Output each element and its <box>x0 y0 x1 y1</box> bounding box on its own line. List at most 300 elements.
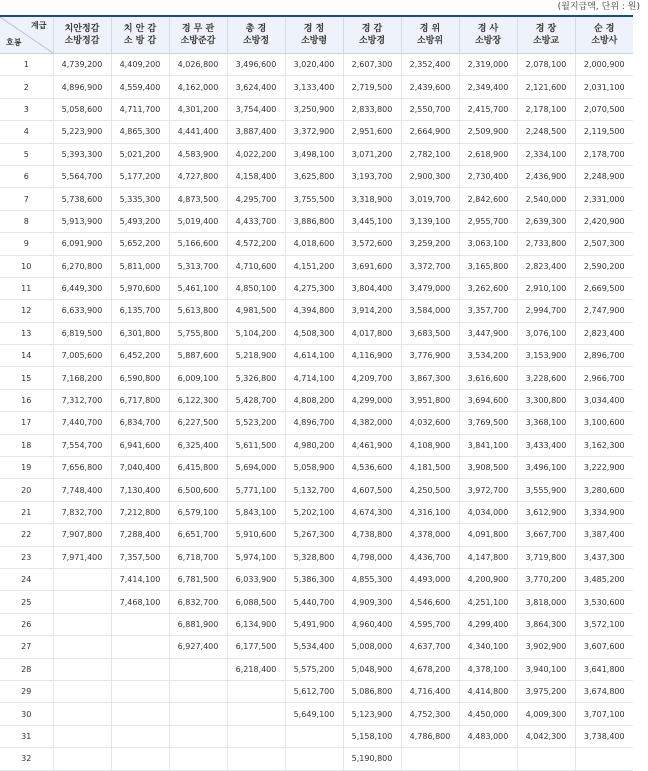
salary-cell: 4,394,800 <box>285 300 343 322</box>
salary-cell: 6,927,400 <box>169 636 227 658</box>
salary-cell: 4,034,000 <box>459 501 517 523</box>
table-row <box>0 568 633 590</box>
salary-cell: 4,896,900 <box>53 76 111 98</box>
salary-cell: 6,270,800 <box>53 255 111 277</box>
salary-cell <box>169 725 227 747</box>
salary-cell <box>401 748 459 770</box>
step-cell: 8 <box>0 210 53 232</box>
salary-cell: 3,776,900 <box>401 345 459 367</box>
step-cell: 19 <box>0 457 53 479</box>
step-cell: 11 <box>0 277 53 299</box>
salary-cell: 5,694,000 <box>227 457 285 479</box>
step-cell: 2 <box>0 76 53 98</box>
salary-cell: 4,909,300 <box>343 591 401 613</box>
salary-cell: 4,316,100 <box>401 501 459 523</box>
step-cell: 31 <box>0 725 53 747</box>
salary-cell: 2,639,300 <box>517 210 575 232</box>
salary-cell: 7,005,600 <box>53 345 111 367</box>
salary-cell: 5,649,100 <box>285 703 343 725</box>
salary-cell: 3,769,500 <box>459 412 517 434</box>
salary-cell: 4,980,200 <box>285 434 343 456</box>
salary-cell: 4,275,300 <box>285 277 343 299</box>
salary-cell: 7,554,700 <box>53 434 111 456</box>
salary-cell <box>169 748 227 770</box>
salary-cell: 6,033,900 <box>227 568 285 590</box>
salary-cell: 3,485,200 <box>575 568 633 590</box>
table-row <box>0 524 633 546</box>
salary-cell: 2,994,700 <box>517 300 575 322</box>
salary-cell: 2,420,900 <box>575 210 633 232</box>
salary-cell: 5,202,100 <box>285 501 343 523</box>
salary-cell: 3,738,400 <box>575 725 633 747</box>
step-cell: 13 <box>0 322 53 344</box>
salary-cell: 2,730,400 <box>459 165 517 187</box>
salary-cell: 3,387,400 <box>575 524 633 546</box>
salary-cell: 5,575,200 <box>285 658 343 680</box>
step-cell: 30 <box>0 703 53 725</box>
salary-cell: 4,483,000 <box>459 725 517 747</box>
table-row <box>0 165 633 187</box>
column-header: 치안정감 소방정감 <box>53 16 111 54</box>
table-row <box>0 613 633 635</box>
salary-cell: 2,439,600 <box>401 76 459 98</box>
step-cell: 9 <box>0 233 53 255</box>
salary-cell: 2,823,400 <box>517 255 575 277</box>
salary-cell: 2,119,500 <box>575 121 633 143</box>
step-cell: 18 <box>0 434 53 456</box>
salary-cell: 2,823,400 <box>575 322 633 344</box>
salary-cell: 3,804,400 <box>343 277 401 299</box>
salary-cell: 5,428,700 <box>227 389 285 411</box>
salary-cell: 4,250,500 <box>401 479 459 501</box>
salary-cell: 3,153,900 <box>517 345 575 367</box>
salary-cell: 4,251,100 <box>459 591 517 613</box>
step-cell: 12 <box>0 300 53 322</box>
salary-cell: 5,086,800 <box>343 680 401 702</box>
salary-cell: 2,248,500 <box>517 121 575 143</box>
salary-cell: 2,550,700 <box>401 98 459 120</box>
salary-cell: 4,022,200 <box>227 143 285 165</box>
salary-cell <box>227 680 285 702</box>
salary-cell: 6,579,100 <box>169 501 227 523</box>
salary-cell: 4,583,900 <box>169 143 227 165</box>
salary-cell: 4,508,300 <box>285 322 343 344</box>
salary-cell: 5,021,200 <box>111 143 169 165</box>
salary-cell: 3,914,200 <box>343 300 401 322</box>
salary-cell <box>285 748 343 770</box>
salary-cell: 5,611,500 <box>227 434 285 456</box>
salary-cell: 3,691,600 <box>343 255 401 277</box>
table-row <box>0 345 633 367</box>
column-header: 경 무 관 소방준감 <box>169 16 227 54</box>
column-header: 경 사 소방장 <box>459 16 517 54</box>
salary-cell: 5,440,700 <box>285 591 343 613</box>
salary-cell: 4,572,200 <box>227 233 285 255</box>
table-row <box>0 479 633 501</box>
salary-cell <box>53 703 111 725</box>
salary-cell: 5,123,900 <box>343 703 401 725</box>
salary-cell: 4,295,700 <box>227 188 285 210</box>
salary-cell <box>575 748 633 770</box>
salary-cell: 4,786,800 <box>401 725 459 747</box>
salary-cell: 6,325,400 <box>169 434 227 456</box>
salary-cell: 4,091,800 <box>459 524 517 546</box>
salary-cell: 5,811,000 <box>111 255 169 277</box>
salary-cell: 6,834,700 <box>111 412 169 434</box>
salary-cell: 6,009,100 <box>169 367 227 389</box>
salary-cell: 3,063,100 <box>459 233 517 255</box>
table-row <box>0 412 633 434</box>
salary-cell: 5,218,900 <box>227 345 285 367</box>
salary-cell <box>111 636 169 658</box>
salary-cell: 3,496,100 <box>517 457 575 479</box>
table-row <box>0 277 633 299</box>
step-cell: 28 <box>0 658 53 680</box>
salary-cell: 3,222,900 <box>575 457 633 479</box>
step-cell: 21 <box>0 501 53 523</box>
salary-cell: 3,940,100 <box>517 658 575 680</box>
salary-cell: 3,902,900 <box>517 636 575 658</box>
salary-cell: 3,683,500 <box>401 322 459 344</box>
salary-cell: 3,259,200 <box>401 233 459 255</box>
salary-cell: 5,104,200 <box>227 322 285 344</box>
salary-cell: 3,100,600 <box>575 412 633 434</box>
salary-cell: 5,058,600 <box>53 98 111 120</box>
salary-cell: 3,372,700 <box>401 255 459 277</box>
salary-cell: 3,887,400 <box>227 121 285 143</box>
salary-cell: 3,818,000 <box>517 591 575 613</box>
salary-cell: 5,132,700 <box>285 479 343 501</box>
step-cell: 29 <box>0 680 53 702</box>
salary-cell <box>227 725 285 747</box>
table-row <box>0 389 633 411</box>
salary-cell: 3,534,200 <box>459 345 517 367</box>
salary-cell: 5,326,800 <box>227 367 285 389</box>
salary-cell: 3,228,600 <box>517 367 575 389</box>
salary-cell: 3,300,800 <box>517 389 575 411</box>
salary-cell: 3,707,100 <box>575 703 633 725</box>
salary-cell: 3,437,300 <box>575 546 633 568</box>
salary-cell: 4,299,400 <box>459 613 517 635</box>
salary-cell: 2,507,300 <box>575 233 633 255</box>
salary-cell <box>169 680 227 702</box>
salary-cell: 5,970,600 <box>111 277 169 299</box>
salary-cell: 4,559,400 <box>111 76 169 98</box>
salary-cell: 2,896,700 <box>575 345 633 367</box>
salary-cell: 5,771,100 <box>227 479 285 501</box>
salary-cell: 2,334,100 <box>517 143 575 165</box>
salary-cell: 2,590,200 <box>575 255 633 277</box>
salary-cell: 2,782,100 <box>401 143 459 165</box>
salary-cell: 2,509,900 <box>459 121 517 143</box>
salary-cell <box>285 725 343 747</box>
salary-cell: 4,873,500 <box>169 188 227 210</box>
salary-cell: 3,280,600 <box>575 479 633 501</box>
salary-cell: 3,719,800 <box>517 546 575 568</box>
salary-cell: 3,975,200 <box>517 680 575 702</box>
salary-cell: 3,496,600 <box>227 54 285 76</box>
salary-cell: 4,727,800 <box>169 165 227 187</box>
salary-cell: 4,340,100 <box>459 636 517 658</box>
salary-cell: 4,017,800 <box>343 322 401 344</box>
salary-cell: 2,121,600 <box>517 76 575 98</box>
salary-cell: 5,564,700 <box>53 165 111 187</box>
salary-cell: 6,449,300 <box>53 277 111 299</box>
step-cell: 20 <box>0 479 53 501</box>
salary-cell: 7,468,100 <box>111 591 169 613</box>
salary-cell: 2,070,500 <box>575 98 633 120</box>
salary-cell: 4,450,000 <box>459 703 517 725</box>
salary-cell: 7,748,400 <box>53 479 111 501</box>
salary-cell: 5,019,400 <box>169 210 227 232</box>
salary-cell: 6,301,800 <box>111 322 169 344</box>
column-header: 총 경 소방정 <box>227 16 285 54</box>
table-row <box>0 501 633 523</box>
salary-cell: 3,572,600 <box>343 233 401 255</box>
salary-cell: 4,181,500 <box>401 457 459 479</box>
salary-cell: 6,452,200 <box>111 345 169 367</box>
salary-cell: 7,357,500 <box>111 546 169 568</box>
salary-cell: 3,445,100 <box>343 210 401 232</box>
salary-cell: 5,974,100 <box>227 546 285 568</box>
table-row <box>0 367 633 389</box>
salary-cell: 6,633,900 <box>53 300 111 322</box>
salary-cell: 2,540,000 <box>517 188 575 210</box>
salary-cell: 3,674,800 <box>575 680 633 702</box>
salary-cell: 5,048,900 <box>343 658 401 680</box>
step-cell: 16 <box>0 389 53 411</box>
salary-cell: 3,318,900 <box>343 188 401 210</box>
salary-cell: 6,122,300 <box>169 389 227 411</box>
salary-cell: 5,177,200 <box>111 165 169 187</box>
salary-cell: 5,190,800 <box>343 748 401 770</box>
salary-cell: 4,200,900 <box>459 568 517 590</box>
salary-cell: 5,008,000 <box>343 636 401 658</box>
salary-cell: 7,288,400 <box>111 524 169 546</box>
table-row <box>0 322 633 344</box>
salary-cell: 4,436,700 <box>401 546 459 568</box>
salary-cell: 4,032,600 <box>401 412 459 434</box>
salary-cell: 4,493,000 <box>401 568 459 590</box>
salary-cell: 3,555,900 <box>517 479 575 501</box>
table-row <box>0 748 633 770</box>
salary-cell: 2,910,100 <box>517 277 575 299</box>
salary-cell: 3,019,700 <box>401 188 459 210</box>
salary-cell: 5,267,300 <box>285 524 343 546</box>
salary-cell: 4,414,800 <box>459 680 517 702</box>
salary-cell: 3,368,100 <box>517 412 575 434</box>
salary-cell: 6,590,800 <box>111 367 169 389</box>
salary-cell: 4,607,500 <box>343 479 401 501</box>
salary-cell: 6,881,900 <box>169 613 227 635</box>
salary-cell: 5,166,600 <box>169 233 227 255</box>
salary-cell: 7,312,700 <box>53 389 111 411</box>
salary-cell: 4,738,800 <box>343 524 401 546</box>
salary-cell: 3,020,400 <box>285 54 343 76</box>
salary-cell: 4,162,000 <box>169 76 227 98</box>
salary-cell: 3,607,600 <box>575 636 633 658</box>
step-cell: 15 <box>0 367 53 389</box>
salary-cell: 3,641,800 <box>575 658 633 680</box>
step-cell: 7 <box>0 188 53 210</box>
salary-cell: 3,867,300 <box>401 367 459 389</box>
table-row <box>0 188 633 210</box>
table-row <box>0 54 633 76</box>
salary-cell: 6,415,800 <box>169 457 227 479</box>
salary-cell: 6,135,700 <box>111 300 169 322</box>
salary-cell: 6,091,900 <box>53 233 111 255</box>
salary-cell: 5,058,900 <box>285 457 343 479</box>
salary-cell: 7,971,400 <box>53 546 111 568</box>
salary-cell: 2,078,100 <box>517 54 575 76</box>
salary-cell: 5,523,200 <box>227 412 285 434</box>
salary-cell: 4,433,700 <box>227 210 285 232</box>
table-row <box>0 546 633 568</box>
step-cell: 26 <box>0 613 53 635</box>
salary-cell: 5,223,900 <box>53 121 111 143</box>
salary-cell: 7,130,400 <box>111 479 169 501</box>
table-body <box>0 54 633 771</box>
salary-cell: 4,299,000 <box>343 389 401 411</box>
salary-cell: 4,981,500 <box>227 300 285 322</box>
table-row <box>0 121 633 143</box>
salary-cell: 3,908,500 <box>459 457 517 479</box>
salary-cell: 4,855,300 <box>343 568 401 590</box>
unit-note: (월지급액, 단위 : 원) <box>557 2 640 12</box>
salary-cell: 5,652,200 <box>111 233 169 255</box>
salary-cell: 4,674,300 <box>343 501 401 523</box>
salary-cell <box>53 680 111 702</box>
salary-cell: 5,755,800 <box>169 322 227 344</box>
salary-cell <box>517 748 575 770</box>
salary-cell: 4,209,700 <box>343 367 401 389</box>
salary-cell: 2,248,900 <box>575 165 633 187</box>
salary-cell: 4,739,200 <box>53 54 111 76</box>
salary-cell: 3,972,700 <box>459 479 517 501</box>
salary-cell: 4,850,100 <box>227 277 285 299</box>
salary-cell: 4,147,800 <box>459 546 517 568</box>
salary-cell: 6,088,500 <box>227 591 285 613</box>
salary-cell: 4,536,600 <box>343 457 401 479</box>
salary-cell: 4,808,200 <box>285 389 343 411</box>
corner-step-label: 호봉 <box>6 38 22 47</box>
table-row <box>0 434 633 456</box>
salary-cell: 4,798,000 <box>343 546 401 568</box>
salary-cell: 3,076,100 <box>517 322 575 344</box>
table-row <box>0 233 633 255</box>
salary-cell: 5,393,300 <box>53 143 111 165</box>
salary-cell <box>53 613 111 635</box>
salary-cell: 2,833,800 <box>343 98 401 120</box>
salary-cell: 3,334,900 <box>575 501 633 523</box>
step-cell: 10 <box>0 255 53 277</box>
salary-cell: 3,139,100 <box>401 210 459 232</box>
salary-cell: 7,040,400 <box>111 457 169 479</box>
step-cell: 27 <box>0 636 53 658</box>
salary-cell: 4,158,400 <box>227 165 285 187</box>
column-header: 경 감 소방경 <box>343 16 401 54</box>
salary-cell: 2,319,000 <box>459 54 517 76</box>
salary-cell: 5,613,800 <box>169 300 227 322</box>
salary-cell: 3,625,800 <box>285 165 343 187</box>
salary-cell: 3,616,600 <box>459 367 517 389</box>
table-row <box>0 591 633 613</box>
salary-cell: 4,151,200 <box>285 255 343 277</box>
table-row <box>0 725 633 747</box>
salary-cell: 6,781,500 <box>169 568 227 590</box>
salary-cell: 4,614,100 <box>285 345 343 367</box>
table-row <box>0 143 633 165</box>
salary-cell: 4,960,400 <box>343 613 401 635</box>
salary-cell: 4,865,300 <box>111 121 169 143</box>
salary-cell: 3,133,400 <box>285 76 343 98</box>
salary-cell: 7,212,800 <box>111 501 169 523</box>
salary-cell: 3,034,400 <box>575 389 633 411</box>
corner-header <box>0 16 53 54</box>
salary-cell <box>111 613 169 635</box>
table-row <box>0 255 633 277</box>
salary-cell: 2,178,700 <box>575 143 633 165</box>
salary-cell: 3,250,900 <box>285 98 343 120</box>
salary-cell <box>111 703 169 725</box>
salary-cell: 3,357,700 <box>459 300 517 322</box>
table-row <box>0 636 633 658</box>
salary-cell: 3,479,000 <box>401 277 459 299</box>
salary-cell: 4,108,900 <box>401 434 459 456</box>
salary-cell: 3,193,700 <box>343 165 401 187</box>
salary-cell: 7,832,700 <box>53 501 111 523</box>
step-cell: 3 <box>0 98 53 120</box>
column-header: 경 장 소방교 <box>517 16 575 54</box>
salary-cell: 3,612,900 <box>517 501 575 523</box>
table-row <box>0 457 633 479</box>
salary-cell: 2,618,900 <box>459 143 517 165</box>
salary-cell: 3,770,200 <box>517 568 575 590</box>
salary-cell: 3,372,900 <box>285 121 343 143</box>
salary-cell: 6,941,600 <box>111 434 169 456</box>
salary-cell <box>53 658 111 680</box>
table-row <box>0 658 633 680</box>
salary-cell: 4,026,800 <box>169 54 227 76</box>
salary-cell: 5,913,900 <box>53 210 111 232</box>
salary-cell: 2,733,800 <box>517 233 575 255</box>
salary-cell: 3,755,500 <box>285 188 343 210</box>
salary-cell: 4,678,200 <box>401 658 459 680</box>
salary-cell: 5,491,900 <box>285 613 343 635</box>
salary-cell: 3,262,600 <box>459 277 517 299</box>
salary-cell: 3,864,300 <box>517 613 575 635</box>
salary-cell: 7,414,100 <box>111 568 169 590</box>
salary-cell: 5,328,800 <box>285 546 343 568</box>
salary-cell: 3,447,900 <box>459 322 517 344</box>
salary-cell: 4,409,200 <box>111 54 169 76</box>
step-cell: 32 <box>0 748 53 770</box>
salary-cell: 4,116,900 <box>343 345 401 367</box>
salary-cell: 2,436,900 <box>517 165 575 187</box>
salary-cell: 4,716,400 <box>401 680 459 702</box>
salary-cell: 4,546,600 <box>401 591 459 613</box>
corner-grade-label: 계급 <box>31 21 47 30</box>
table-row <box>0 210 633 232</box>
salary-cell <box>53 636 111 658</box>
salary-cell: 4,595,700 <box>401 613 459 635</box>
salary-cell: 4,461,900 <box>343 434 401 456</box>
salary-cell: 2,352,400 <box>401 54 459 76</box>
salary-cell: 3,530,600 <box>575 591 633 613</box>
salary-cell: 3,694,600 <box>459 389 517 411</box>
salary-cell: 5,313,700 <box>169 255 227 277</box>
salary-cell: 3,754,400 <box>227 98 285 120</box>
